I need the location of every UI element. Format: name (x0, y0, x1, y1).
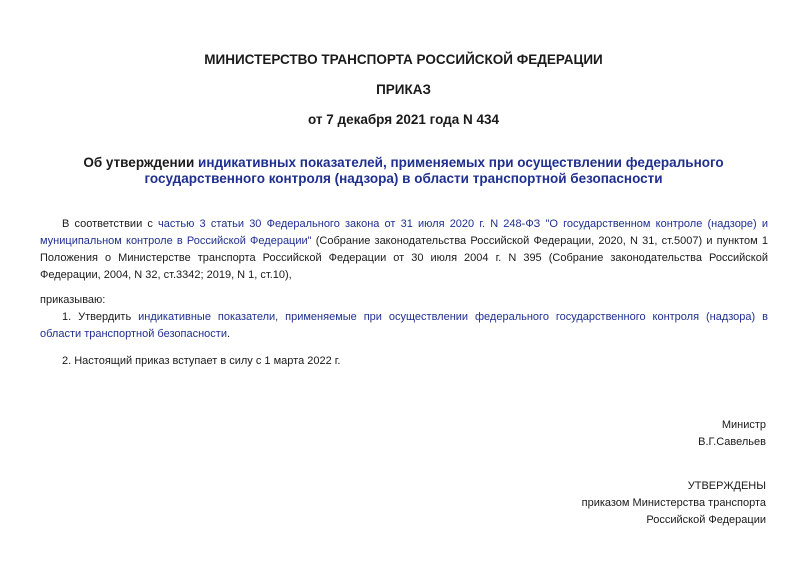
approval-block (582, 478, 766, 529)
order-item-1 (40, 309, 768, 343)
title-link[interactable]: индикативных показателей, применяемых при осуществлении федерального государственного контроля (надзора) в области транспортной безопасности (144, 155, 724, 186)
approval-line-2: приказом Министерства транспорта (581, 497, 766, 509)
preamble-text-a: В соответствии с (62, 218, 159, 230)
preamble-paragraph (40, 216, 768, 284)
item1-text-a: 1. Утвердить (62, 311, 139, 323)
item1-text-b: . (226, 328, 231, 340)
approval-line-3: Российской Федерации (646, 514, 766, 526)
signature-block (698, 417, 766, 451)
document-date-number: от 7 декабря 2021 года N 434 (307, 112, 500, 127)
law-reference-link[interactable]: частью 3 статьи 30 Федерального закона от 31 июля 2020 г. N 248-ФЗ "О государственном контроле (надзоре) и муниципальном контроле в Российской Федерации" (40, 218, 769, 247)
signatory-name: В.Г.Савельев (698, 436, 766, 448)
document-title (60, 155, 747, 187)
order-word: приказываю: (40, 294, 106, 306)
signatory-position: Министр (721, 419, 766, 431)
order-item-2: 2. Настоящий приказ вступает в силу с 1 марта 2022 г. (62, 355, 341, 367)
indicators-link[interactable]: индикативные показатели, применяемые при осуществлении федерального государственного контроля (надзора) в области транспортной безопасности (40, 311, 768, 340)
ministry-heading: МИНИСТЕРСТВО ТРАНСПОРТА РОССИЙСКОЙ ФЕДЕРАЦИИ (204, 52, 603, 67)
title-prefix: Об утверждении (83, 155, 199, 170)
approval-line-1: УТВЕРЖДЕНЫ (687, 480, 766, 492)
preamble-text-b: (Собрание законодательства Российской Федерации, 2020, N 31, ст.5007) и пунктом 1 Положения о Министерстве транспорта Российской Федерации от 30 июля 2004 г. N 395 (Собрание законодательства Российской Федерации, 2004, N 32, ст.3342; 2019, N 1, ст.10), (40, 235, 769, 281)
document-type: ПРИКАЗ (376, 82, 431, 97)
